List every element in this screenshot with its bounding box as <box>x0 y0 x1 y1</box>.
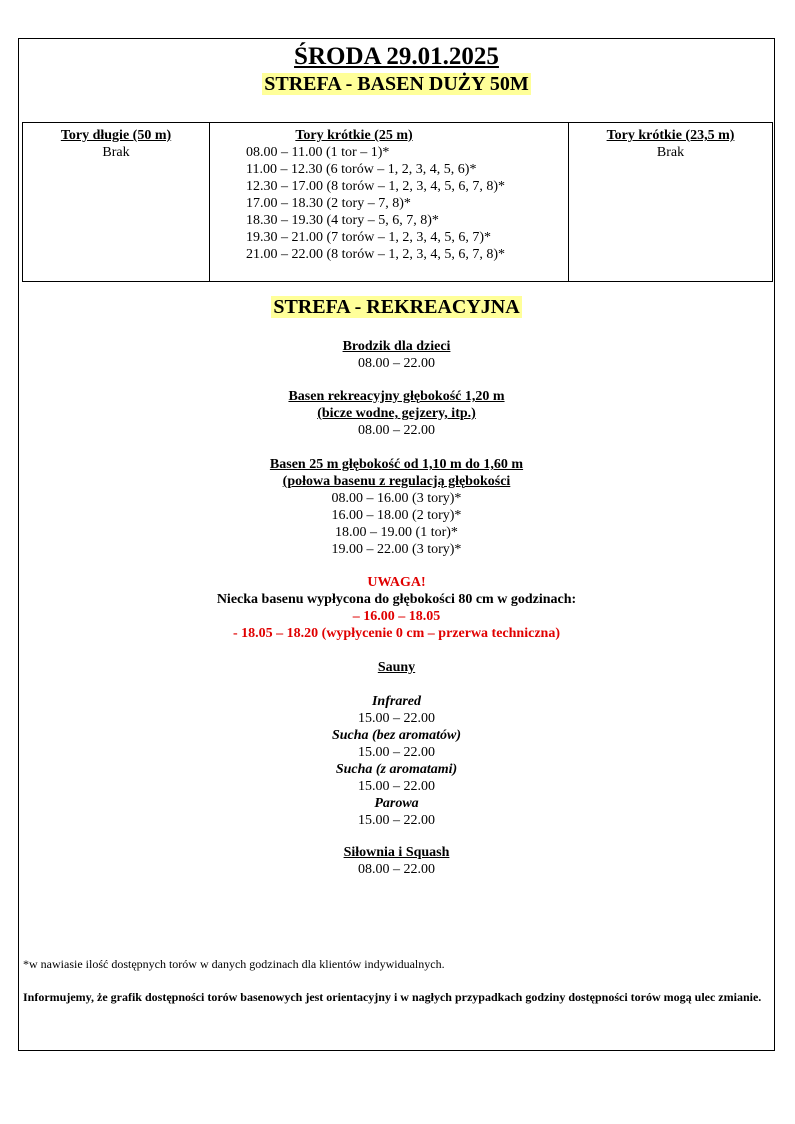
zone-recreation <box>19 296 774 319</box>
lanes-table <box>22 122 773 282</box>
saunas-heading: Sauny <box>377 660 416 675</box>
lanes-long-column <box>23 123 210 281</box>
pool25-slot: 18.00 – 19.00 (1 tor)* <box>335 525 458 540</box>
lanes-long-value: Brak <box>102 145 130 160</box>
rec-pool-section <box>19 388 774 439</box>
lane-slot: 12.30 – 17.00 (8 torów – 1, 2, 3, 4, 5, 6, 7, 8)* <box>246 179 505 194</box>
kids-pool-heading: Brodzik dla dzieci <box>342 339 451 354</box>
notice-title: UWAGA! <box>367 575 426 590</box>
schedule-frame <box>18 38 775 1051</box>
sauna-hours: 15.00 – 22.00 <box>358 813 435 828</box>
saunas-section <box>19 659 774 829</box>
notice-section <box>19 574 774 642</box>
rec-pool-sub: (bicze wodne, gejzery, itp.) <box>317 406 476 421</box>
lanes-short25-heading: Tory krótkie (25 m) <box>295 128 413 143</box>
footer-note: *w nawiasie ilość dostępnych torów w danych godzinach dla klientów indywidualnych. <box>23 957 445 971</box>
gym-hours: 08.00 – 22.00 <box>358 862 435 877</box>
lanes-long-heading: Tory długie (50 m) <box>60 128 172 143</box>
zone-big-pool-title: STREFA - BASEN DUŻY 50M <box>264 73 529 95</box>
pool25-slot: 16.00 – 18.00 (2 tory)* <box>331 508 462 523</box>
rec-pool-hours: 08.00 – 22.00 <box>358 423 435 438</box>
lane-slot: 17.00 – 18.30 (2 tory – 7, 8)* <box>246 196 411 211</box>
sauna-hours: 15.00 – 22.00 <box>358 779 435 794</box>
sauna-name: Infrared <box>371 694 421 709</box>
pool25-sub: (połowa basenu z regulacją głębokości <box>282 474 511 489</box>
pool25-slot: 19.00 – 22.00 (3 tory)* <box>331 542 462 557</box>
sauna-hours: 15.00 – 22.00 <box>358 711 435 726</box>
sauna-name: Parowa <box>374 796 419 811</box>
pool25-section <box>19 456 774 558</box>
zone-big-pool <box>19 73 774 96</box>
lane-slot: 18.30 – 19.30 (4 tory – 5, 6, 7, 8)* <box>246 213 439 228</box>
lane-slot: 21.00 – 22.00 (8 torów – 1, 2, 3, 4, 5, 6, 7, 8)* <box>246 247 505 262</box>
page-title <box>19 43 774 71</box>
kids-pool-section <box>19 338 774 372</box>
lane-slot: 08.00 – 11.00 (1 tor – 1)* <box>246 145 390 160</box>
zone-recreation-title: STREFA - REKREACYJNA <box>273 296 520 318</box>
lanes-short235-column <box>569 123 772 281</box>
lane-slot: 11.00 – 12.30 (6 torów – 1, 2, 3, 4, 5, 6)* <box>246 162 477 177</box>
kids-pool-hours: 08.00 – 22.00 <box>358 356 435 371</box>
rec-pool-heading: Basen rekreacyjny głębokość 1,20 m <box>288 389 505 404</box>
notice-line1: – 16.00 – 18.05 <box>352 609 441 624</box>
pool25-slot: 08.00 – 16.00 (3 tory)* <box>331 491 462 506</box>
sauna-hours: 15.00 – 22.00 <box>358 745 435 760</box>
sauna-name: Sucha (bez aromatów) <box>331 728 462 743</box>
gym-heading: Siłownia i Squash <box>343 845 450 860</box>
lanes-short235-value: Brak <box>656 145 685 160</box>
footer-info: Informujemy, że grafik dostępności torów basenowych jest orientacyjny i w nagłych przypadkach godziny dostępności torów mogą ulec zmianie. <box>23 990 762 1004</box>
lanes-short25-column <box>210 123 569 281</box>
gym-section <box>19 844 774 878</box>
page-title-text: ŚRODA 29.01.2025 <box>294 43 499 70</box>
notice-line2: - 18.05 – 18.20 (wypłycenie 0 cm – przerwa techniczna) <box>233 626 560 641</box>
notice-text: Niecka basenu wypłycona do głębokości 80 cm w godzinach: <box>216 592 577 607</box>
sauna-name: Sucha (z aromatami) <box>335 762 458 777</box>
lanes-short235-heading: Tory krótkie (23,5 m) <box>606 128 735 143</box>
lane-slot: 19.30 – 21.00 (7 torów – 1, 2, 3, 4, 5, 6, 7)* <box>246 230 491 245</box>
pool25-heading: Basen 25 m głębokość od 1,10 m do 1,60 m <box>269 457 524 472</box>
